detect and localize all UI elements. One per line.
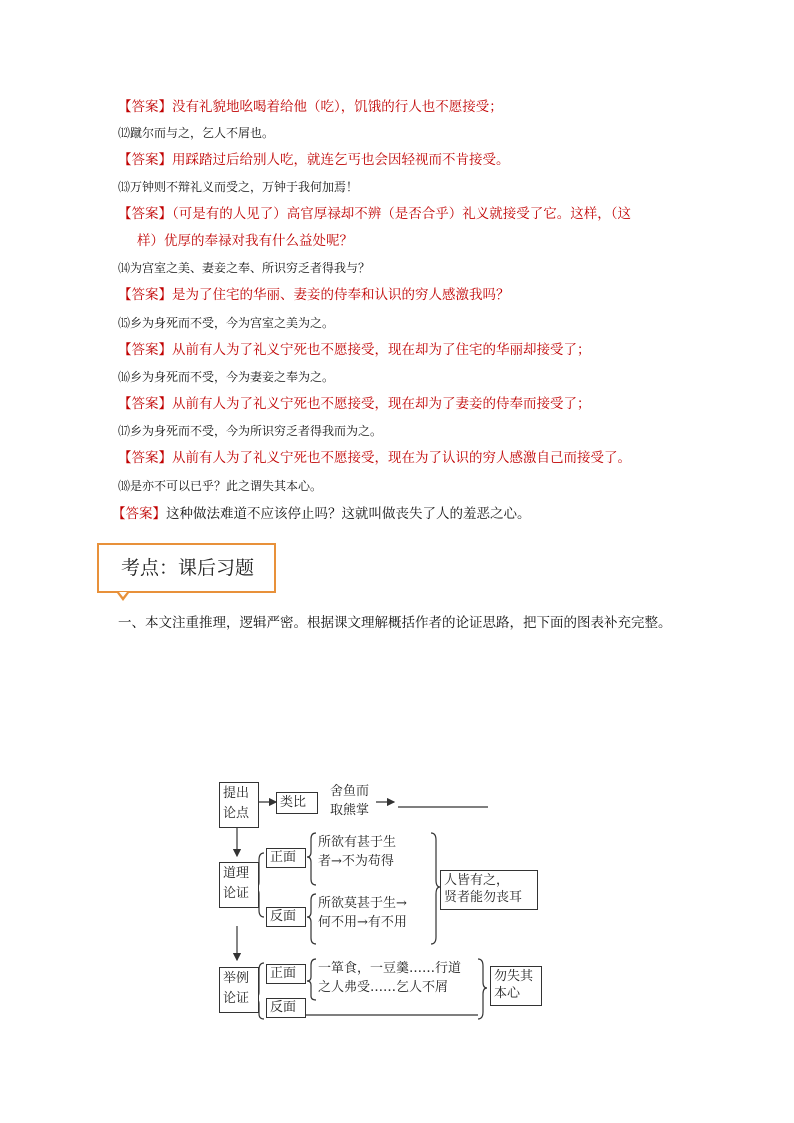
answer-line bbox=[118, 340, 591, 360]
answer-tag: 【答案】 bbox=[112, 506, 166, 522]
exercise-prompt: 一、本文注重推理，逻辑严密。根据课文理解概括作者的论证思路，把下面的图表补充完整。 bbox=[118, 615, 672, 631]
answer-tag: 【答案】 bbox=[118, 396, 172, 412]
question-line: ⑿蹴尔而与之，乞人不屑也。 bbox=[118, 126, 275, 140]
box-text: 类比 bbox=[280, 795, 307, 810]
yidan-text: 一箪食，一豆羹……行道 之人弗受……乞人不屑 bbox=[318, 961, 462, 995]
answer-line bbox=[118, 97, 503, 117]
juli-lunzheng-box bbox=[219, 967, 259, 1013]
question-line: ⒃乡为身死而不受，今为妻妾之奉为之。 bbox=[118, 370, 335, 384]
suoyu-mo-text: 所欲莫甚于生→ 何不用→有不用 bbox=[318, 896, 407, 930]
answer-line bbox=[118, 448, 631, 468]
answer-line bbox=[112, 504, 531, 524]
box-text: 勿失其 本心 bbox=[494, 969, 534, 1001]
question-line: ⒄乡为身死而不受，今为所识穷乏者得我而为之。 bbox=[118, 424, 383, 438]
answer-text: 从前有人为了礼义宁死也不愿接受，现在却为了妻妾的侍奉而接受了； bbox=[172, 396, 591, 412]
box-text: 反面 bbox=[270, 1000, 297, 1015]
zhengmian-box-2 bbox=[266, 964, 306, 984]
argument-diagram bbox=[212, 770, 552, 1022]
answer-text: 样）优厚的奉禄对我有什么益处呢？ bbox=[137, 233, 353, 249]
answer-text: 从前有人为了礼义宁死也不愿接受，现在为了认识的穷人感激自己而接受了。 bbox=[172, 450, 631, 466]
tichu-lundian-box bbox=[219, 782, 259, 828]
box-text: 正面 bbox=[270, 966, 297, 981]
question-line: ⒅是亦不可以已乎？此之谓失其本心。 bbox=[118, 479, 323, 493]
answer-text: 这种做法难道不应该停止吗？这就叫做丧失了人的羞恶之心。 bbox=[166, 506, 531, 522]
box-text: 提出 论点 bbox=[223, 786, 250, 821]
answer-line bbox=[118, 285, 510, 305]
answer-tag: 【答案】 bbox=[118, 206, 172, 222]
box-text: 反面 bbox=[270, 909, 297, 924]
answer-tag: 【答案】 bbox=[118, 99, 172, 115]
answer-text: 从前有人为了礼义宁死也不愿接受，现在却为了住宅的华丽却接受了； bbox=[172, 342, 591, 358]
answer-text: 是为了住宅的华丽、妻妾的侍奉和认识的穷人感激我吗？ bbox=[172, 287, 510, 303]
wushi-benxin-box bbox=[490, 966, 542, 1006]
kaodian-title: 考点：课后习题 bbox=[121, 557, 255, 579]
renjie-youzhi-box bbox=[440, 870, 538, 910]
answer-tag: 【答案】 bbox=[118, 342, 172, 358]
daoli-lunzheng-box bbox=[219, 862, 259, 908]
fanmian-box-2 bbox=[266, 998, 306, 1018]
answer-line bbox=[118, 150, 510, 170]
answer-line bbox=[118, 394, 591, 414]
box-text: 人皆有之， 贤者能勿丧耳 bbox=[444, 873, 523, 905]
question-line: ⒀万钟则不辩礼义而受之，万钟于我何加焉！ bbox=[118, 180, 359, 194]
leibi-box bbox=[276, 792, 318, 814]
question-line: ⒂乡为身死而不受，今为宫室之美为之。 bbox=[118, 316, 335, 330]
answer-line bbox=[118, 204, 631, 224]
question-line: ⒁为宫室之美、妻妾之奉、所识穷乏者得我与？ bbox=[118, 261, 371, 275]
answer-tag: 【答案】 bbox=[118, 152, 172, 168]
box-text: 举例 论证 bbox=[223, 971, 250, 1006]
zhengmian-box-1 bbox=[266, 848, 306, 868]
answer-continuation bbox=[137, 231, 353, 251]
answer-text: 用踩踏过后给别人吃，就连乞丐也会因轻视而不肯接受。 bbox=[172, 152, 510, 168]
fanmian-box-1 bbox=[266, 907, 306, 927]
suoyu-you-text: 所欲有甚于生 者→不为苟得 bbox=[318, 835, 397, 869]
box-text: 正面 bbox=[270, 850, 297, 865]
answer-tag: 【答案】 bbox=[118, 287, 172, 303]
callout-pointer-inner bbox=[119, 592, 127, 597]
shewu-text: 舍鱼而 取熊掌 bbox=[330, 784, 370, 818]
box-text: 道理 论证 bbox=[223, 866, 250, 901]
answer-text: （可是有的人见了）高官厚禄却不辨（是否合乎）礼义就接受了它。这样，（这 bbox=[172, 206, 631, 222]
answer-tag: 【答案】 bbox=[118, 450, 172, 466]
kaodian-callout bbox=[97, 543, 276, 593]
answer-text: 没有礼貌地吆喝着给他（吃），饥饿的行人也不愿接受； bbox=[172, 99, 503, 115]
